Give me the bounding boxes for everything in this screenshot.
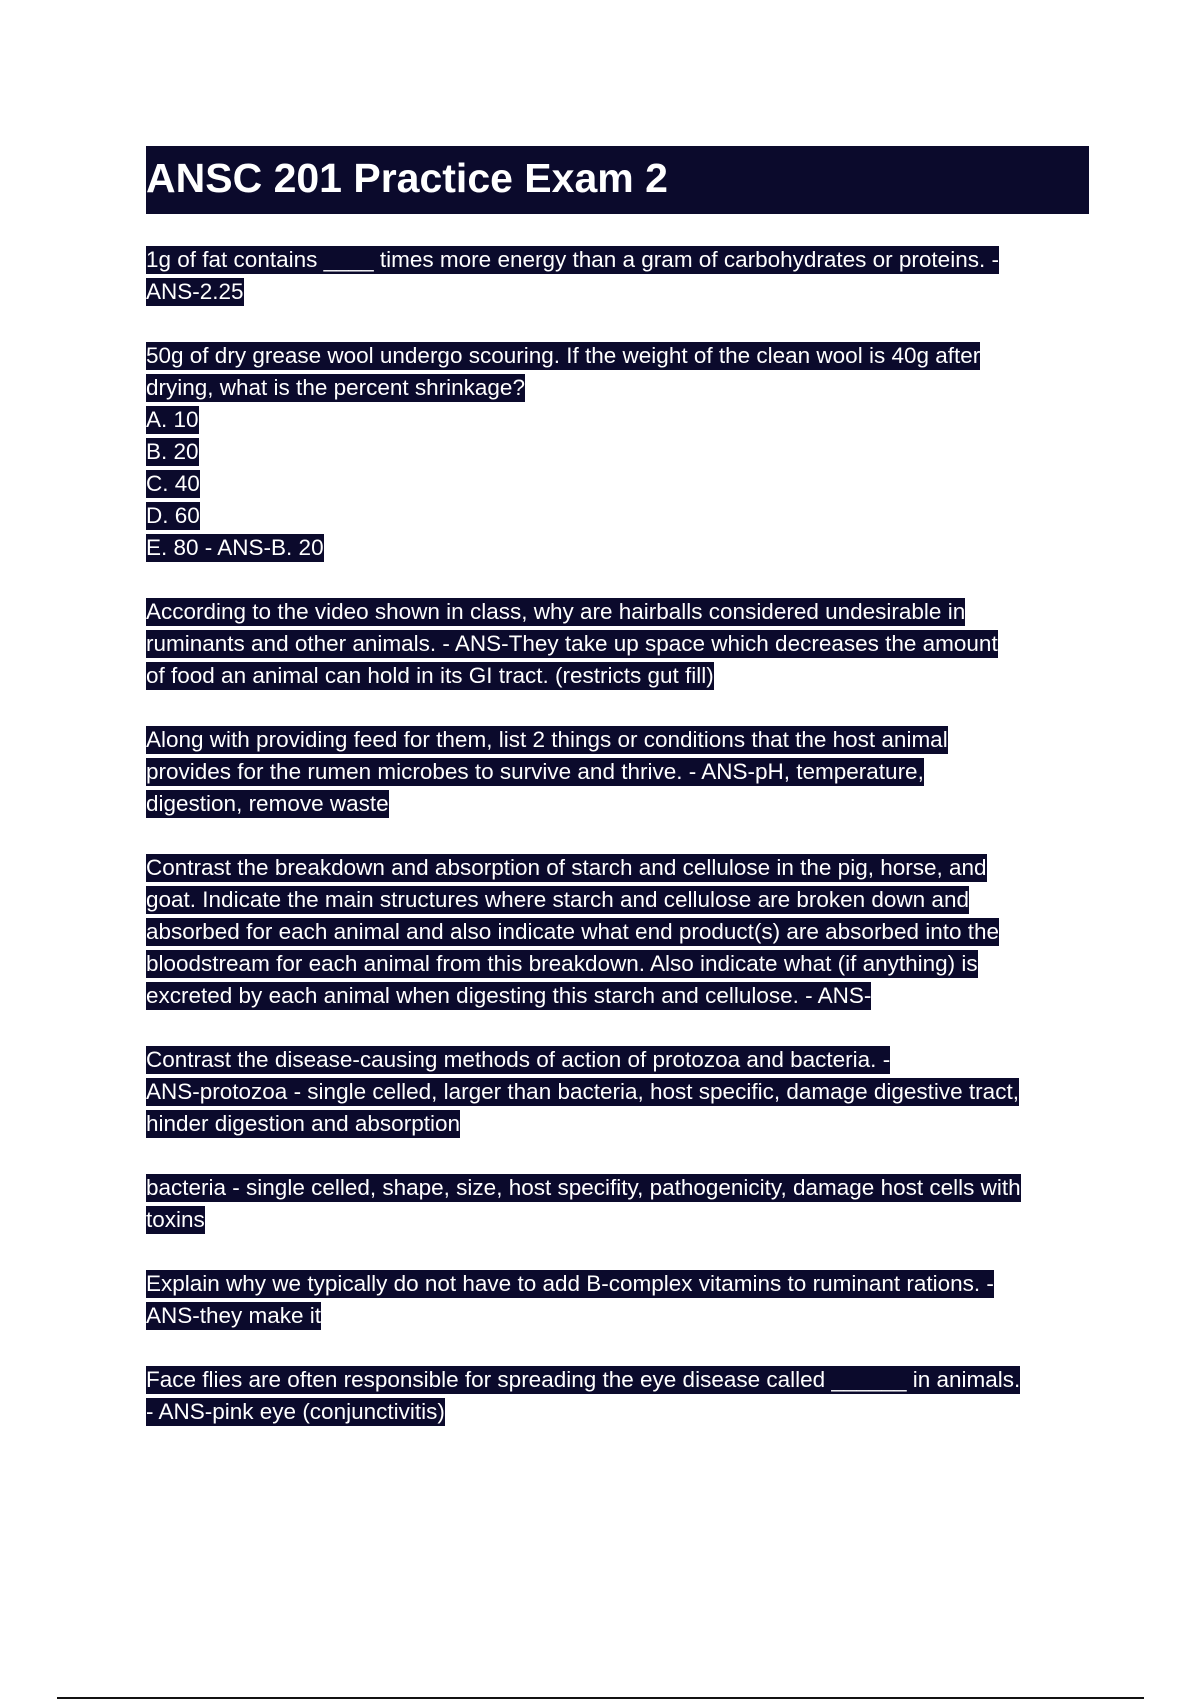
page-title: ANSC 201 Practice Exam 2 <box>146 155 668 201</box>
qa-line-text: digestion, remove waste <box>146 791 389 816</box>
footer-divider <box>57 1697 1144 1699</box>
qa-line <box>146 276 1096 308</box>
qa-line <box>146 1076 1096 1108</box>
qa-line-text: A. 10 <box>146 407 199 432</box>
qa-line <box>146 852 1096 884</box>
qa-line <box>146 596 1096 628</box>
qa-line <box>146 884 1096 916</box>
qa-line-text: Explain why we typically do not have to add B-complex vitamins to ruminant rations. - <box>146 1271 994 1296</box>
qa-line-text: ruminants and other animals. - ANS-They take up space which decreases the amount <box>146 631 998 656</box>
qa-line <box>146 1044 1096 1076</box>
qa-line-text: Contrast the breakdown and absorption of starch and cellulose in the pig, horse, and <box>146 855 987 880</box>
qa-line-text: drying, what is the percent shrinkage? <box>146 375 525 400</box>
qa-line-text: Face flies are often responsible for spreading the eye disease called ______ in animals. <box>146 1367 1021 1392</box>
qa-line <box>146 1364 1096 1396</box>
qa-line <box>146 436 1096 468</box>
qa-line-text: bloodstream for each animal from this breakdown. Also indicate what (if anything) is <box>146 951 978 976</box>
title-bar <box>146 146 1089 214</box>
qa-line-text: ANS-they make it <box>146 1303 322 1328</box>
qa-list <box>146 244 1096 1428</box>
qa-line-text: D. 60 <box>146 503 200 528</box>
qa-line-text: provides for the rumen microbes to survive and thrive. - ANS-pH, temperature, <box>146 759 924 784</box>
qa-line-text: ANS-protozoa - single celled, larger than bacteria, host specific, damage digestive tract, <box>146 1079 1019 1104</box>
qa-line-text: 50g of dry grease wool undergo scouring. If the weight of the clean wool is 40g after <box>146 343 981 368</box>
qa-line <box>146 980 1096 1012</box>
qa-line-text: of food an animal can hold in its GI tract. (restricts gut fill) <box>146 663 714 688</box>
qa-line <box>146 1268 1096 1300</box>
qa-entry <box>146 852 1096 1012</box>
qa-entry <box>146 1364 1096 1428</box>
qa-entry <box>146 1268 1096 1332</box>
qa-line-text: 1g of fat contains ____ times more energy than a gram of carbohydrates or proteins. - <box>146 247 999 272</box>
qa-entry <box>146 1044 1096 1140</box>
qa-line <box>146 948 1096 980</box>
qa-line-text: bacteria - single celled, shape, size, host specifity, pathogenicity, damage host cells with <box>146 1175 1021 1200</box>
qa-line <box>146 500 1096 532</box>
qa-line <box>146 340 1096 372</box>
qa-line-text: toxins <box>146 1207 205 1232</box>
qa-line-text: Along with providing feed for them, list 2 things or conditions that the host animal <box>146 727 948 752</box>
qa-line-text: absorbed for each animal and also indicate what end product(s) are absorbed into the <box>146 919 1000 944</box>
qa-line <box>146 788 1096 820</box>
qa-line <box>146 404 1096 436</box>
qa-entry <box>146 1172 1096 1236</box>
qa-line-text: excreted by each animal when digesting this starch and cellulose. - ANS- <box>146 983 872 1008</box>
qa-line <box>146 1108 1096 1140</box>
qa-line <box>146 724 1096 756</box>
qa-entry <box>146 244 1096 308</box>
qa-line <box>146 1204 1096 1236</box>
qa-line-text: B. 20 <box>146 439 199 464</box>
qa-line <box>146 372 1096 404</box>
qa-line-text: hinder digestion and absorption <box>146 1111 460 1136</box>
qa-line <box>146 660 1096 692</box>
qa-line <box>146 1300 1096 1332</box>
qa-line-text: C. 40 <box>146 471 200 496</box>
qa-line <box>146 628 1096 660</box>
qa-line <box>146 468 1096 500</box>
qa-line <box>146 916 1096 948</box>
qa-line <box>146 1172 1096 1204</box>
qa-line <box>146 1396 1096 1428</box>
qa-entry <box>146 340 1096 564</box>
qa-line-text: - ANS-pink eye (conjunctivitis) <box>146 1399 445 1424</box>
qa-line-text: Contrast the disease-causing methods of action of protozoa and bacteria. - <box>146 1047 891 1072</box>
qa-line <box>146 756 1096 788</box>
qa-line <box>146 244 1096 276</box>
qa-line-text: goat. Indicate the main structures where starch and cellulose are broken down and <box>146 887 969 912</box>
qa-line-text: According to the video shown in class, why are hairballs considered undesirable in <box>146 599 966 624</box>
qa-line-text: E. 80 - ANS-B. 20 <box>146 535 324 560</box>
qa-line <box>146 532 1096 564</box>
qa-entry <box>146 724 1096 820</box>
qa-line-text: ANS-2.25 <box>146 279 244 304</box>
qa-entry <box>146 596 1096 692</box>
